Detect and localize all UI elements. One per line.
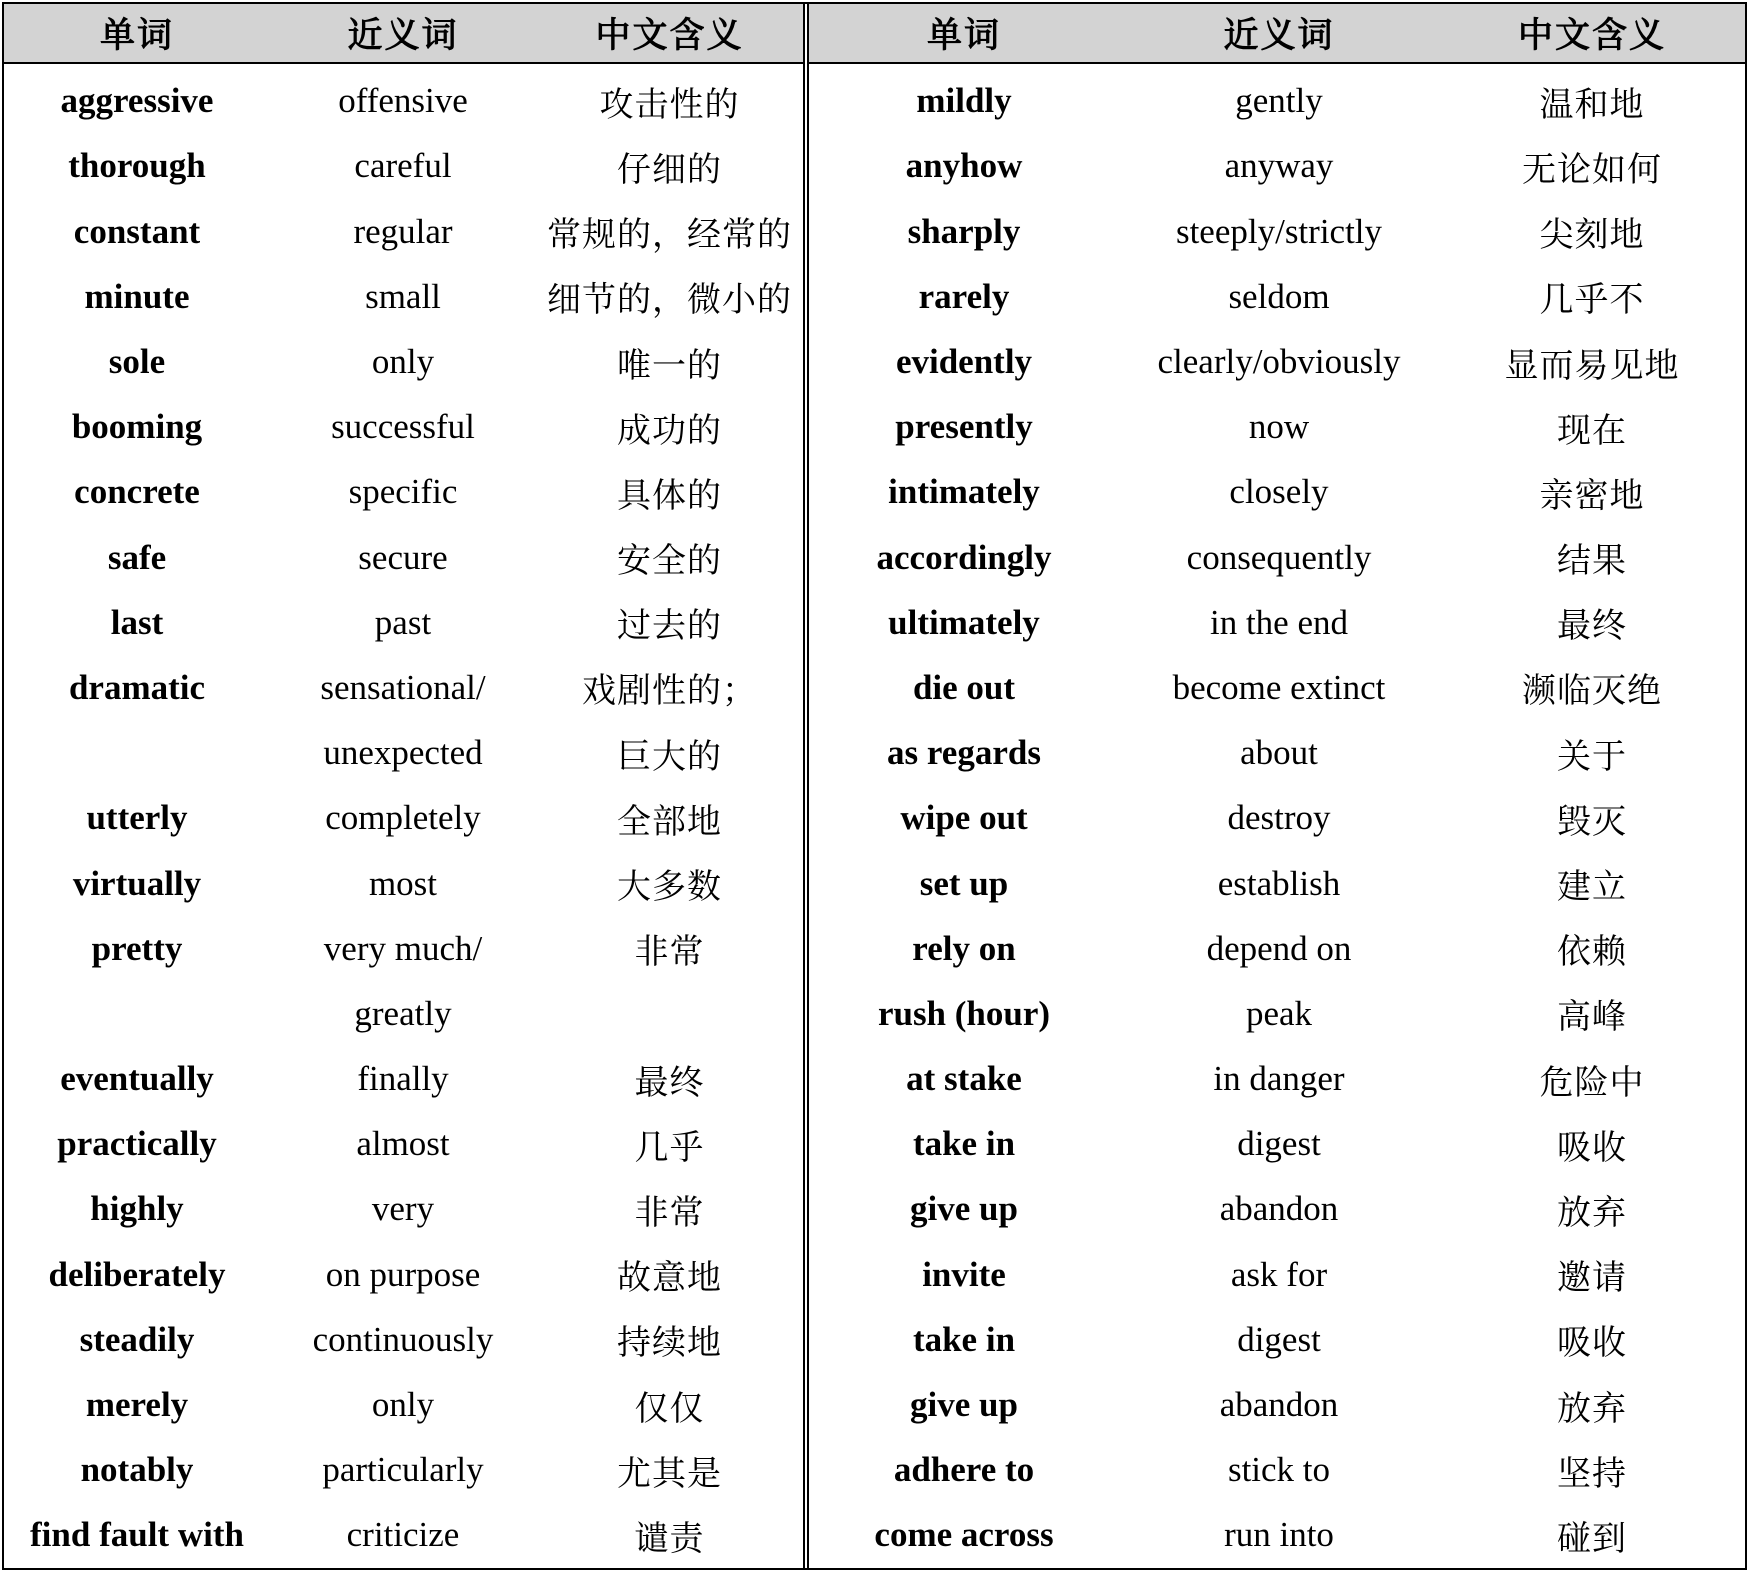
word-cell: notably xyxy=(80,1450,194,1490)
right-table-panel xyxy=(809,4,1745,1568)
meaning-cell: 濒临灭绝 xyxy=(1522,671,1662,712)
meaning-cell: 戏剧性的； xyxy=(582,671,757,712)
synonym-cell: past xyxy=(374,602,432,642)
synonym-cell: offensive xyxy=(338,81,468,121)
word-cell: rely on xyxy=(912,928,1016,968)
synonym-cell: most xyxy=(368,863,438,903)
word-cell: deliberately xyxy=(48,1254,226,1294)
table-row xyxy=(809,329,1745,394)
word-cell: give up xyxy=(910,1385,1018,1425)
word-cell: thorough xyxy=(68,146,206,186)
table-row xyxy=(809,655,1745,720)
table-row xyxy=(4,1112,803,1177)
synonym-cell: depend on xyxy=(1206,928,1352,968)
meaning-cell: 结果 xyxy=(1557,541,1627,582)
word-cell: ultimately xyxy=(888,602,1040,642)
header-word: 单词 xyxy=(926,15,1001,56)
word-cell: mildly xyxy=(916,81,1012,121)
header-word: 单词 xyxy=(99,15,174,56)
synonym-cell: gently xyxy=(1235,81,1323,121)
word-cell: set up xyxy=(919,863,1009,903)
synonym-cell: sensational/ xyxy=(320,667,486,707)
synonym-cell: run into xyxy=(1224,1515,1334,1555)
header-synonym: 近义词 xyxy=(347,15,459,56)
meaning-cell: 非常 xyxy=(634,932,705,973)
table-row xyxy=(809,264,1745,329)
word-cell: presently xyxy=(895,407,1033,447)
table-row xyxy=(809,525,1745,590)
synonym-cell: criticize xyxy=(346,1515,460,1555)
synonym-cell: secure xyxy=(358,537,448,577)
word-cell: accordingly xyxy=(876,537,1052,577)
table-row xyxy=(4,134,803,199)
header-synonym: 近义词 xyxy=(1223,15,1335,56)
synonym-cell: ask for xyxy=(1230,1254,1328,1294)
meaning-cell: 具体的 xyxy=(617,475,722,516)
table-row xyxy=(809,1242,1745,1307)
meaning-cell: 建立 xyxy=(1557,867,1627,908)
table-row xyxy=(4,264,803,329)
word-cell: take in xyxy=(912,1319,1016,1359)
table-row xyxy=(4,851,803,916)
table-row xyxy=(4,525,803,590)
word-cell: sharply xyxy=(907,211,1021,251)
word-cell: give up xyxy=(910,1189,1018,1229)
meaning-cell: 过去的 xyxy=(617,606,722,647)
synonym-cell: in the end xyxy=(1209,602,1349,642)
table-row xyxy=(809,460,1745,525)
word-cell: merely xyxy=(85,1385,189,1425)
table-row xyxy=(809,1438,1745,1503)
synonym-cell: about xyxy=(1240,733,1318,773)
meaning-cell: 吸收 xyxy=(1557,1127,1627,1168)
table-row xyxy=(809,134,1745,199)
right-table-header xyxy=(809,4,1745,64)
table-row xyxy=(4,460,803,525)
synonym-cell: specific xyxy=(348,472,458,512)
word-cell: dramatic xyxy=(68,667,206,707)
word-cell: as regards xyxy=(887,733,1041,773)
table-row xyxy=(809,1047,1745,1112)
table-row xyxy=(809,1503,1745,1568)
table-row xyxy=(4,1177,803,1242)
meaning-cell: 最终 xyxy=(1557,606,1627,647)
table-row xyxy=(809,1112,1745,1177)
table-row xyxy=(4,395,803,460)
word-cell: booming xyxy=(71,407,203,447)
synonym-cell: unexpected xyxy=(323,733,483,773)
word-cell: intimately xyxy=(888,472,1040,512)
synonym-cell: abandon xyxy=(1219,1189,1339,1229)
meaning-cell: 碰到 xyxy=(1557,1518,1627,1559)
word-cell: practically xyxy=(57,1124,217,1164)
table-row xyxy=(809,590,1745,655)
meaning-cell: 危险中 xyxy=(1539,1062,1645,1103)
synonym-cell: completely xyxy=(325,798,481,838)
meaning-cell: 无论如何 xyxy=(1522,149,1662,190)
synonym-cell: peak xyxy=(1245,993,1313,1033)
synonym-cell: digest xyxy=(1237,1124,1321,1164)
meaning-cell: 细节的，微小的 xyxy=(547,280,792,321)
meaning-cell: 持续地 xyxy=(617,1323,722,1364)
word-cell: sole xyxy=(108,342,166,382)
meaning-cell: 显而易见地 xyxy=(1504,345,1680,386)
meaning-cell: 仅仅 xyxy=(634,1388,705,1429)
meaning-cell: 亲密地 xyxy=(1539,475,1645,516)
table-row xyxy=(809,69,1745,134)
synonym-cell: continuously xyxy=(312,1319,494,1359)
meaning-cell: 几乎 xyxy=(634,1127,705,1168)
word-cell: invite xyxy=(922,1254,1006,1294)
meaning-cell: 依赖 xyxy=(1557,932,1627,973)
synonym-cell: in danger xyxy=(1213,1059,1345,1099)
table-row xyxy=(809,1307,1745,1372)
synonym-cell: only xyxy=(371,342,435,382)
word-cell: anyhow xyxy=(905,146,1023,186)
meaning-cell: 尖刻地 xyxy=(1539,215,1645,256)
word-cell: minute xyxy=(84,276,190,316)
meaning-cell: 唯一的 xyxy=(617,345,722,386)
table-row xyxy=(4,1438,803,1503)
word-cell: at stake xyxy=(906,1059,1022,1099)
word-cell: adhere to xyxy=(893,1450,1035,1490)
left-table-header xyxy=(4,4,803,64)
left-table-panel xyxy=(4,4,803,1568)
table-row xyxy=(809,199,1745,264)
word-cell: safe xyxy=(107,537,167,577)
meaning-cell: 高峰 xyxy=(1557,997,1627,1038)
meaning-cell: 最终 xyxy=(634,1062,705,1103)
synonym-cell: stick to xyxy=(1227,1450,1331,1490)
word-cell: take in xyxy=(912,1124,1016,1164)
synonym-cell: very xyxy=(371,1189,435,1229)
table-row xyxy=(4,721,803,786)
synonym-cell: successful xyxy=(331,407,475,447)
synonym-cell: very much/ xyxy=(323,928,483,968)
meaning-cell: 邀请 xyxy=(1557,1258,1627,1299)
meaning-cell: 放弃 xyxy=(1557,1388,1627,1429)
table-row xyxy=(809,721,1745,786)
table-row xyxy=(809,851,1745,916)
synonym-cell: finally xyxy=(357,1059,449,1099)
word-cell: last xyxy=(110,602,164,642)
table-row xyxy=(4,590,803,655)
right-table-body xyxy=(809,64,1745,1568)
table-row xyxy=(4,329,803,394)
meaning-cell: 巨大的 xyxy=(617,736,722,777)
table-row xyxy=(4,981,803,1046)
synonym-cell: become extinct xyxy=(1172,667,1386,707)
synonym-cell: seldom xyxy=(1228,276,1330,316)
word-cell: constant xyxy=(73,211,201,251)
vocabulary-table xyxy=(2,2,1747,1570)
synonym-cell: clearly/obviously xyxy=(1157,342,1401,382)
table-row xyxy=(809,1372,1745,1437)
header-meaning: 中文含义 xyxy=(595,15,744,56)
table-row xyxy=(4,1372,803,1437)
table-row xyxy=(4,786,803,851)
meaning-cell: 攻击性的 xyxy=(599,84,740,125)
table-row xyxy=(809,916,1745,981)
table-row xyxy=(4,1242,803,1307)
meaning-cell: 尤其是 xyxy=(617,1453,722,1494)
synonym-cell: almost xyxy=(356,1124,450,1164)
word-cell: pretty xyxy=(91,928,183,968)
meaning-cell: 故意地 xyxy=(617,1258,722,1299)
table-row xyxy=(809,1177,1745,1242)
meaning-cell: 非常 xyxy=(634,1192,705,1233)
word-cell: rarely xyxy=(918,276,1010,316)
meaning-cell: 坚持 xyxy=(1557,1453,1627,1494)
word-cell: eventually xyxy=(60,1059,214,1099)
word-cell: rush (hour) xyxy=(877,993,1051,1033)
synonym-cell: anyway xyxy=(1224,146,1334,186)
word-cell: utterly xyxy=(86,798,188,838)
synonym-cell: consequently xyxy=(1186,537,1372,577)
word-cell: steadily xyxy=(79,1319,195,1359)
table-row xyxy=(809,395,1745,460)
meaning-cell: 几乎不 xyxy=(1539,280,1645,321)
header-meaning: 中文含义 xyxy=(1517,15,1666,56)
synonym-cell: digest xyxy=(1237,1319,1321,1359)
table-row xyxy=(4,1047,803,1112)
word-cell: wipe out xyxy=(900,798,1028,838)
word-cell: come across xyxy=(874,1515,1054,1555)
synonym-cell: greatly xyxy=(354,993,452,1033)
synonym-cell: on purpose xyxy=(325,1254,481,1294)
word-cell: aggressive xyxy=(60,81,214,121)
synonym-cell: small xyxy=(365,276,441,316)
meaning-cell: 安全的 xyxy=(617,541,722,582)
meaning-cell: 仔细的 xyxy=(617,149,722,190)
synonym-cell: establish xyxy=(1217,863,1341,903)
synonym-cell: only xyxy=(371,1385,435,1425)
word-cell: highly xyxy=(90,1189,184,1229)
synonym-cell: careful xyxy=(354,146,452,186)
synonym-cell: steeply/strictly xyxy=(1175,211,1383,251)
word-cell: find fault with xyxy=(30,1515,244,1555)
table-row xyxy=(4,916,803,981)
word-cell: virtually xyxy=(72,863,202,903)
synonym-cell: particularly xyxy=(322,1450,484,1490)
meaning-cell: 全部地 xyxy=(617,801,722,842)
table-row xyxy=(809,981,1745,1046)
word-cell: die out xyxy=(912,667,1016,707)
table-row xyxy=(809,786,1745,851)
table-row xyxy=(4,655,803,720)
synonym-cell: now xyxy=(1248,407,1310,447)
table-row xyxy=(4,1503,803,1568)
synonym-cell: destroy xyxy=(1227,798,1331,838)
synonym-cell: regular xyxy=(353,211,453,251)
meaning-cell: 常规的，经常的 xyxy=(547,215,792,256)
meaning-cell: 大多数 xyxy=(617,867,722,908)
meaning-cell: 放弃 xyxy=(1557,1192,1627,1233)
synonym-cell: closely xyxy=(1229,472,1329,512)
table-row xyxy=(4,69,803,134)
meaning-cell: 关于 xyxy=(1557,736,1627,777)
word-cell: concrete xyxy=(74,472,200,512)
synonym-cell: abandon xyxy=(1219,1385,1339,1425)
word-cell: evidently xyxy=(895,342,1033,382)
meaning-cell: 成功的 xyxy=(617,410,722,451)
left-table-body xyxy=(4,64,803,1568)
meaning-cell: 现在 xyxy=(1557,410,1627,451)
table-row xyxy=(4,1307,803,1372)
meaning-cell: 毁灭 xyxy=(1557,801,1627,842)
table-row xyxy=(4,199,803,264)
meaning-cell: 谴责 xyxy=(634,1518,705,1559)
meaning-cell: 吸收 xyxy=(1557,1323,1627,1364)
meaning-cell: 温和地 xyxy=(1539,84,1645,125)
